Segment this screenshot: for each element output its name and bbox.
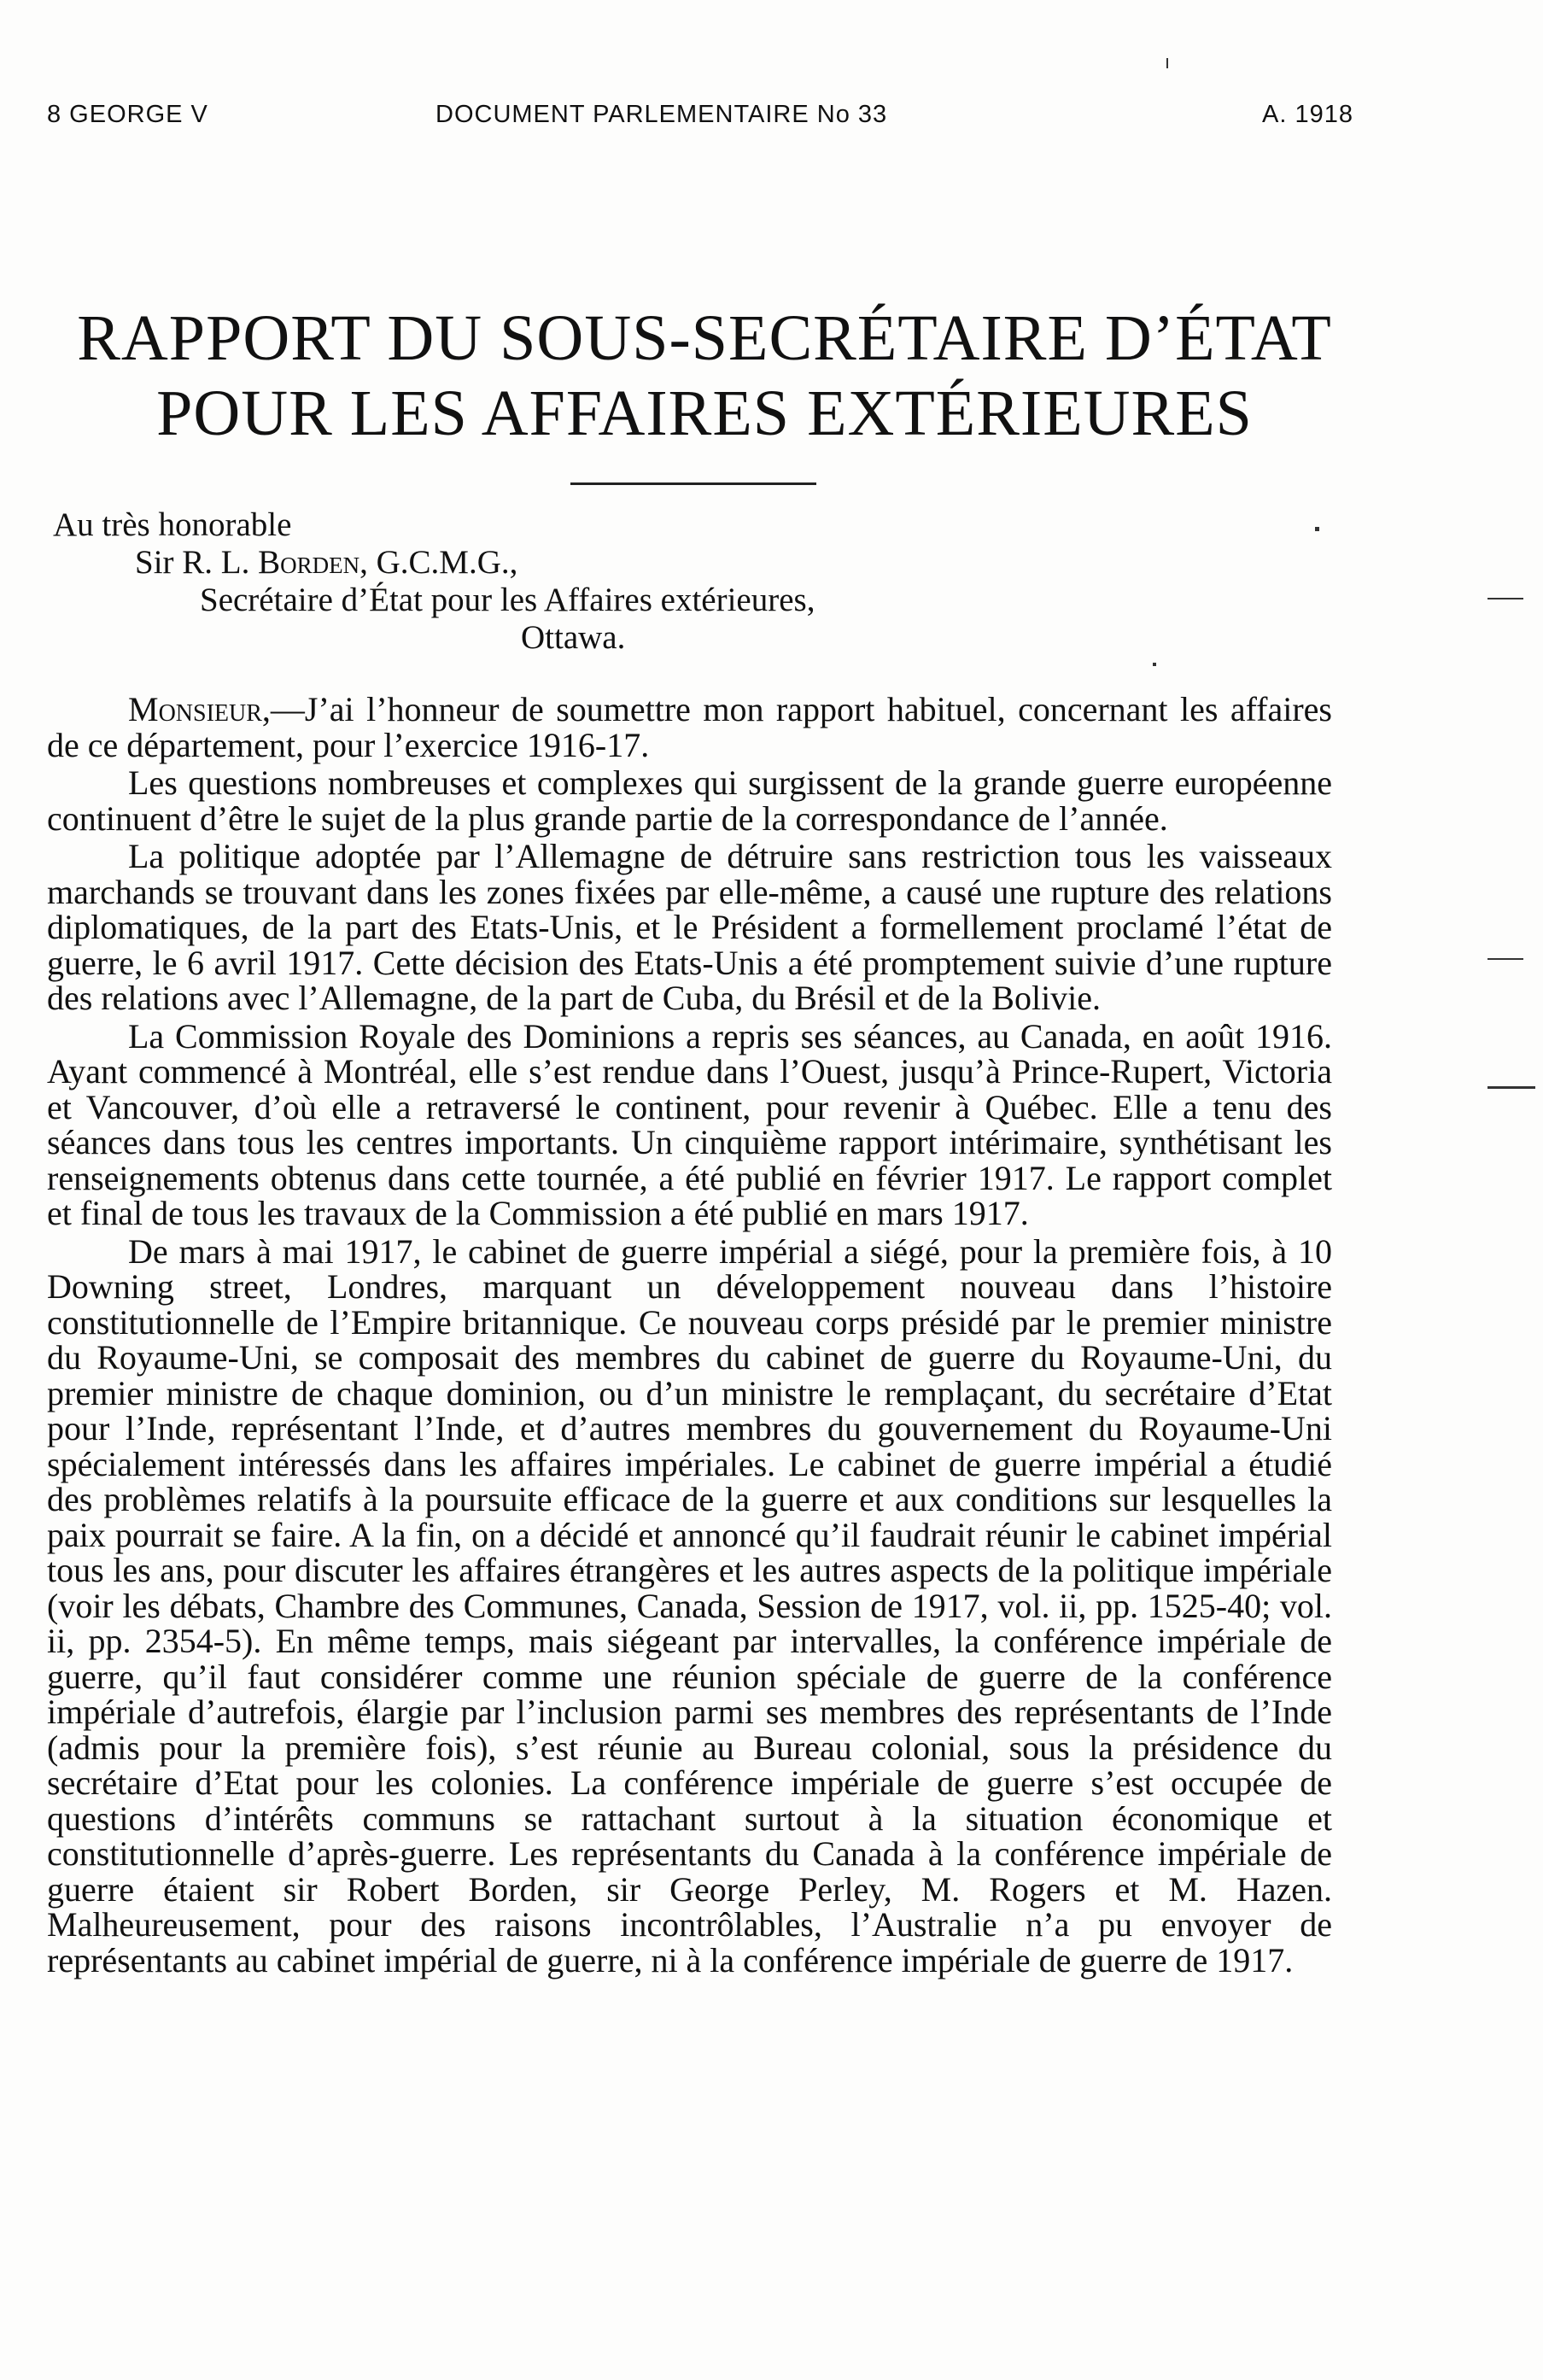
- paragraph-5: De mars à mai 1917, le cabinet de guerre impérial a siégé, pour la première fois, à 10 Downing street, Londres, marquant un développement nouveau dans l’histoire constitutionnelle de l’Empire britannique. Ce nouveau corps présidé par le premier ministre du Royaume-Uni, se composait des membres du cabinet de guerre du Royaume-Uni, du premier ministre de chaque dominion, ou d’un ministre le remplaçant, du secrétaire d’Etat pour l’Inde, représentant l’Inde, et d’autres membres du gouvernement du Royaume-Uni spécialement intéressés dans les affaires impériales. Le cabinet de guerre impérial a étudié des problèmes relatifs à la poursuite efficace de la guerre et aux conditions sur lesquelles la paix pourrait se faire. A la fin, on a décidé et annoncé qu’il faudrait réunir le cabinet impérial tous les ans, pour discuter les affaires étrangères et les autres aspects de la politique impériale (voir les débats, Chambre des Communes, Canada, Session de 1917, vol. ii, pp. 1525-40; vol. ii, pp. 2354-5). En même temps, mais siégeant par intervalles, la conférence impériale de guerre, qu’il faut considérer comme une réunion spéciale de guerre de la conférence impériale d’autrefois, élargie par l’inclusion parmi ses membres des représentants de l’Inde (admis pour la première fois), s’est réunie au Bureau colonial, sous la présidence du secrétaire d’Etat pour les colonies. La conférence impériale de guerre s’est occupée de questions d’intérêts communs se rattachant surtout à la situation économique et constitutionnelle d’après-guerre. Les représentants du Canada à la conférence impériale de guerre étaient sir Robert Borden, sir George Perley, M. Rogers et M. Hazen. Malheureusement, pour des raisons incontrôlables, l’Australie n’a pu envoyer de représentants au cabinet impérial de guerre, ni à la conférence impériale de guerre de 1917.: [47, 1231, 1332, 1979]
- running-header: [47, 101, 1353, 135]
- paragraph-4: La Commission Royale des Dominions a repris ses séances, au Canada, en août 1916. Ayant commencé à Montréal, elle s’est rendue dans l’Ouest, jusqu’à Prince-Rupert, Victoria et Vancouver, d’où elle a retraversé le continent, pour revenir à Québec. Elle a tenu des séances dans tous les centres importants. Un cinquième rapport intérimaire, synthétisant les renseignements obtenus dans cette tournée, a été publié en février 1917. Le rapport complet et final de tous les travaux de la Commission a été publié en mars 1917.: [47, 1016, 1332, 1232]
- address-block: [53, 506, 1334, 657]
- speck: [1487, 1086, 1535, 1089]
- paragraph-3: La politique adoptée par l’Allemagne de détruire sans restriction tous les vaisseaux marchands se trouvant dans les zones fixées par elle-même, a causé une rupture des relations diplomatiques, de la part des Etats-Unis, et le Président a formellement proclamé l’état de guerre, le 6 avril 1917. Cette décision des Etats-Unis a été promptement suivie d’une rupture des relations avec l’Allemagne, de la part de Cuba, du Brésil et de la Bolivie.: [47, 837, 1332, 1017]
- title-line-1: RAPPORT DU SOUS-SECRÉTAIRE D’ÉTAT: [77, 302, 1332, 374]
- speck: [1153, 663, 1156, 666]
- address-title: Secrétaire d’État pour les Affaires extérieures,: [200, 582, 815, 618]
- header-year: A. 1918: [1262, 101, 1353, 128]
- report-title: [47, 301, 1362, 451]
- paragraph-2: Les questions nombreuses et complexes qui surgissent de la grande guerre européenne continuent d’être le sujet de la plus grande partie de la correspondance de l’année.: [47, 763, 1332, 838]
- header-session: 8 GEORGE V: [47, 101, 208, 128]
- header-document-number: DOCUMENT PARLEMENTAIRE No 33: [435, 101, 888, 128]
- address-city: Ottawa.: [521, 619, 626, 656]
- salutation-word: Monsieur,: [128, 690, 271, 728]
- title-line-2: POUR LES AFFAIRES EXTÉRIEURES: [156, 377, 1253, 449]
- speck: [1315, 527, 1319, 531]
- paragraph-1: [47, 692, 1332, 763]
- speck: [1166, 58, 1168, 68]
- title-divider: [570, 482, 816, 485]
- recipient-surname: Borden: [258, 544, 360, 581]
- paragraph-1-text: —J’ai l’honneur de soumettre mon rapport habituel, concernant les affaires de ce département, pour l’exercice 1916-17.: [47, 690, 1332, 764]
- address-recipient: [135, 544, 1416, 582]
- recipient-honours: , G.C.M.G.,: [359, 544, 518, 581]
- speck: [1487, 958, 1523, 960]
- address-salutation: Au très honorable: [53, 506, 292, 543]
- speck: [1487, 598, 1523, 599]
- recipient-prefix: Sir R. L.: [135, 544, 259, 581]
- report-body: [47, 692, 1332, 1980]
